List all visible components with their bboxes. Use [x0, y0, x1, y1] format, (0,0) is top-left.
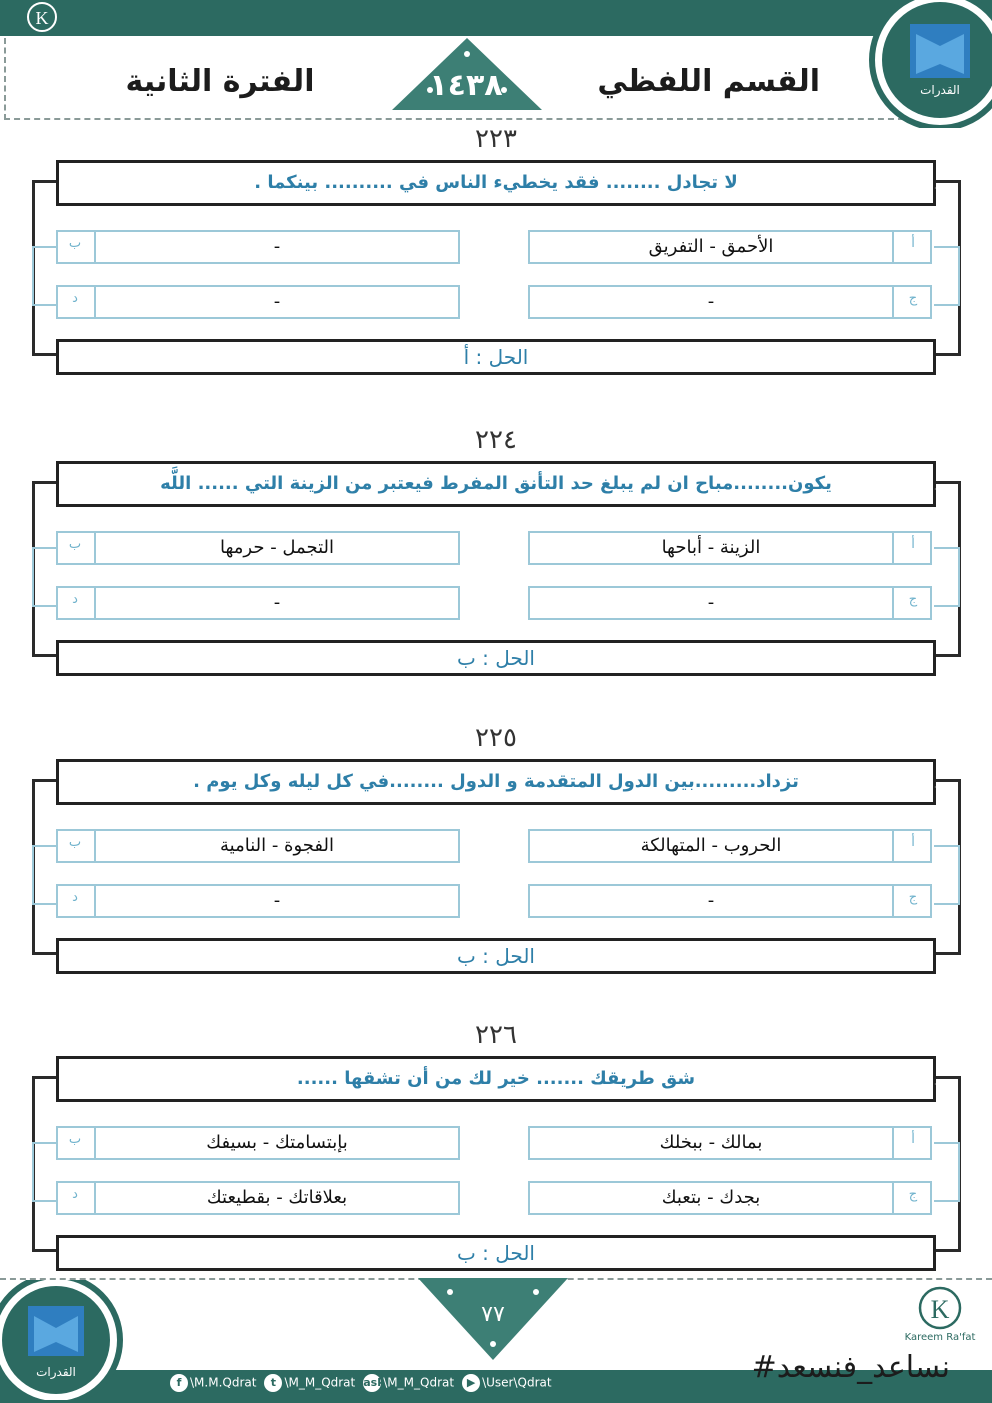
option-letter: د — [72, 1187, 78, 1202]
option-letter: أ — [911, 236, 915, 251]
solution-box: الحل : ب — [56, 938, 936, 974]
question-number: ٢٢٦ — [475, 1020, 517, 1050]
option-text: - — [530, 287, 894, 317]
answer-option[interactable] — [528, 829, 932, 863]
question-corner-mark: · — [934, 485, 937, 494]
option-letter: ج — [908, 890, 918, 905]
option-text: الحروب - المتهالكة — [530, 831, 894, 861]
question-text: شق طريقك ....... خير لك من أن تشقها ...... — [56, 1056, 936, 1102]
answer-option[interactable] — [528, 586, 932, 620]
option-text: الزينة - أباحها — [530, 533, 894, 563]
answer-option[interactable] — [528, 1126, 932, 1160]
footer-logo-caption: Kareem Ra'fat — [904, 1332, 976, 1343]
option-letter: ب — [68, 236, 82, 251]
question-text: يكون........مباح ان لم يبلغ حد التأنق المفرط فيعتبر من الزينة التي ...... اللَّه — [56, 461, 936, 507]
option-letter: ب — [68, 1132, 82, 1147]
question-number: ٢٢٥ — [475, 723, 517, 753]
svg-text:K: K — [930, 1295, 950, 1324]
option-letter: أ — [911, 537, 915, 552]
footer-qudrat-logo — [0, 1280, 132, 1400]
social-handle: \M.M.Qdrat — [190, 1375, 257, 1390]
solution-box: الحل : ب — [56, 640, 936, 676]
question-corner-mark: · — [934, 783, 937, 792]
option-text: بمالك - ببخلك — [530, 1128, 894, 1158]
option-text: - — [94, 886, 458, 916]
answer-option[interactable] — [528, 285, 932, 319]
period-title: الفترة الثانية — [125, 64, 315, 99]
option-letter: أ — [911, 835, 915, 850]
options-bracket-left — [32, 547, 58, 607]
logo-caption: Kareem Ra'fat — [6, 36, 70, 46]
question-number: ٢٢٣ — [475, 124, 517, 154]
answer-option[interactable] — [56, 884, 460, 918]
svg-text:القدرات: القدرات — [36, 1365, 76, 1379]
youtube-icon: ▶ — [462, 1374, 480, 1392]
kareem-logo — [8, 0, 80, 50]
option-text: - — [94, 588, 458, 618]
options-bracket-right — [934, 845, 960, 905]
answer-option[interactable] — [56, 285, 460, 319]
social-link[interactable] — [170, 1374, 256, 1392]
social-link[interactable] — [264, 1374, 355, 1392]
social-link[interactable] — [363, 1374, 454, 1392]
question-corner-mark: · — [934, 184, 937, 193]
option-text: الفجوة - النامية — [94, 831, 458, 861]
answer-option[interactable] — [56, 1126, 460, 1160]
options-bracket-right — [934, 246, 960, 306]
option-letter: أ — [911, 1132, 915, 1147]
options-bracket-right — [934, 547, 960, 607]
options-bracket-left — [32, 1142, 58, 1202]
options-bracket-left — [32, 246, 58, 306]
twitter-icon: t — [264, 1374, 282, 1392]
answer-option[interactable] — [56, 230, 460, 264]
option-letter: ج — [908, 291, 918, 306]
social-handle: \M_M_Qdrat — [284, 1375, 356, 1390]
facebook-icon: f — [170, 1374, 188, 1392]
option-letter: د — [72, 291, 78, 306]
page-number: ٧٧ — [481, 1302, 505, 1327]
option-letter: ج — [908, 592, 918, 607]
answer-option[interactable] — [56, 531, 460, 565]
answer-option[interactable] — [528, 1181, 932, 1215]
option-text: بعلاقاتك - بقطيعتك — [94, 1183, 458, 1213]
hashtag: #نساعد_فنسعد — [751, 1350, 950, 1385]
answer-option[interactable] — [56, 586, 460, 620]
solution-box: الحل : ب — [56, 1235, 936, 1271]
year-label: ١٤٣٨ — [429, 68, 503, 103]
svg-text:K: K — [35, 8, 49, 28]
option-text: بجدك - بتعبك — [530, 1183, 894, 1213]
section-title: القسم اللفظي — [597, 64, 820, 99]
option-letter: د — [72, 890, 78, 905]
answer-option[interactable] — [528, 531, 932, 565]
answer-option[interactable] — [528, 230, 932, 264]
option-text: - — [94, 287, 458, 317]
options-bracket-left — [32, 845, 58, 905]
option-letter: د — [72, 592, 78, 607]
option-letter: ب — [68, 835, 82, 850]
option-text: الأحمق - التفريق — [530, 232, 894, 262]
question-corner-mark: · — [934, 1080, 937, 1089]
social-link[interactable] — [462, 1374, 552, 1392]
social-links — [170, 1374, 560, 1396]
social-handle: \User\Qdrat — [482, 1375, 552, 1390]
solution-box: الحل : أ — [56, 339, 936, 375]
option-letter: ج — [908, 1187, 918, 1202]
option-text: بإبتسامتك - بسيفك — [94, 1128, 458, 1158]
option-text: - — [530, 588, 894, 618]
answer-option[interactable] — [528, 884, 932, 918]
answer-option[interactable] — [56, 1181, 460, 1215]
question-text: لا تجادل ........ فقد يخطيء الناس في .......... بينكما . — [56, 160, 936, 206]
header-band — [0, 0, 992, 36]
answer-option[interactable] — [56, 829, 460, 863]
question-text: تزداد.........بين الدول المتقدمة و الدول ........في كل ليله وكل يوم . — [56, 759, 936, 805]
option-text: التجمل - حرمها — [94, 533, 458, 563]
ask-icon: ask — [363, 1374, 381, 1392]
social-handle: \M_M_Qdrat — [383, 1375, 455, 1390]
option-text: - — [94, 232, 458, 262]
options-bracket-right — [934, 1142, 960, 1202]
question-number: ٢٢٤ — [475, 425, 517, 455]
footer-kareem-logo — [900, 1284, 980, 1346]
qudrat-circle-logo — [866, 0, 992, 128]
option-letter: ب — [68, 537, 82, 552]
option-text: - — [530, 886, 894, 916]
svg-text:القدرات: القدرات — [920, 83, 960, 97]
